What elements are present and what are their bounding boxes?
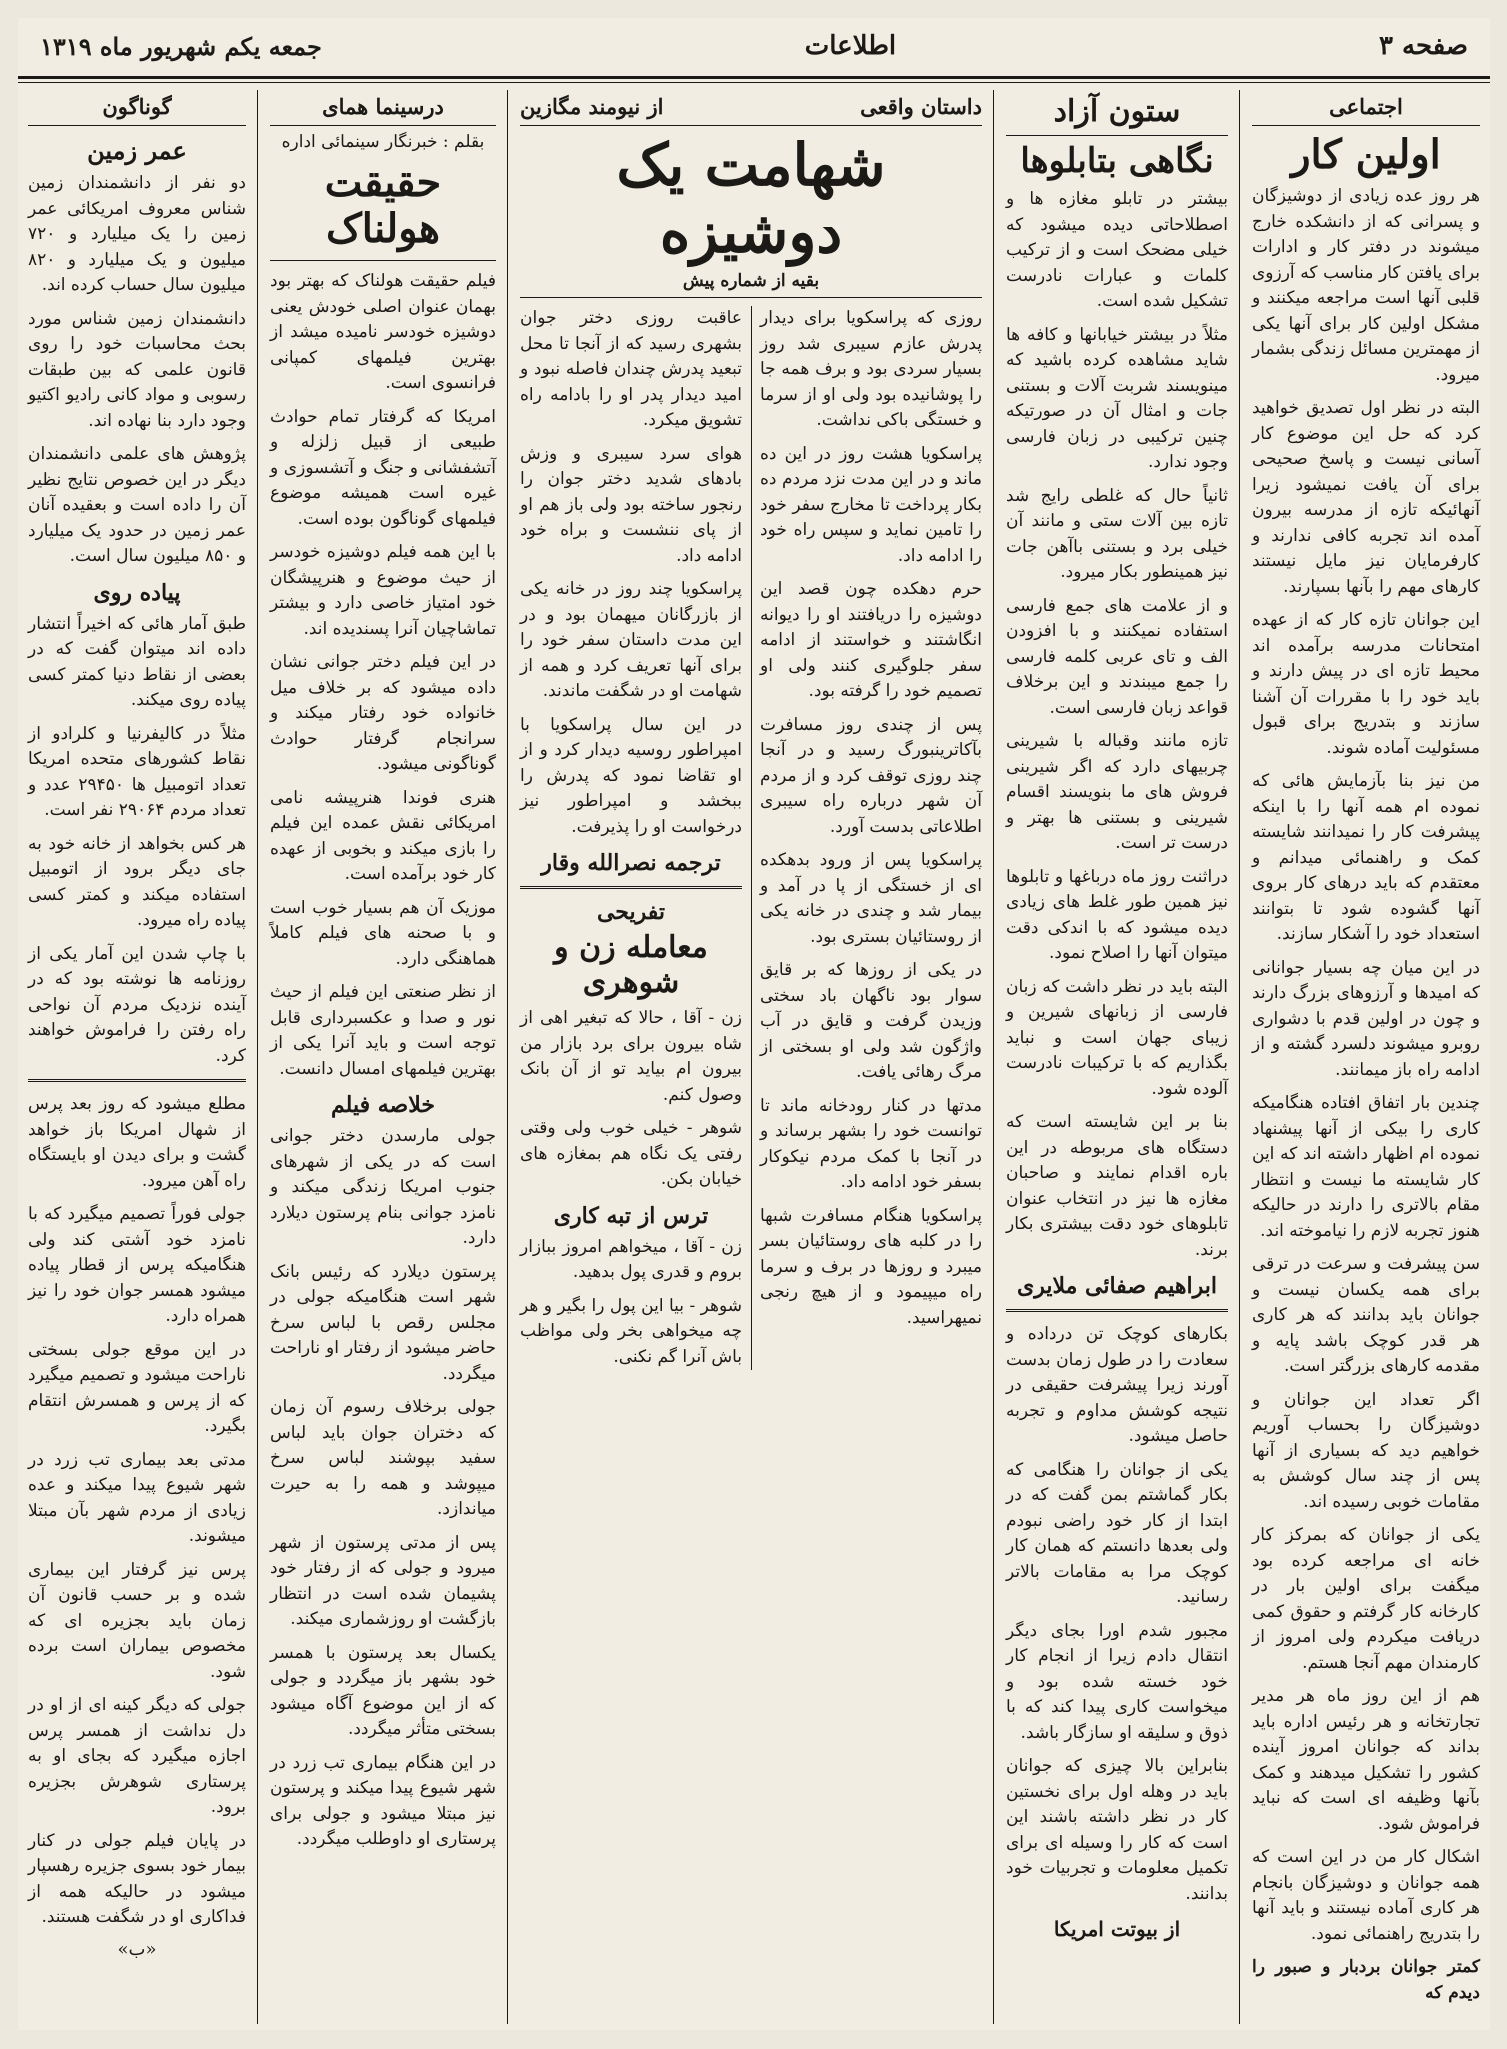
paragraph: در این سال پراسکویا با امپراطور روسیه دیدار کرد و از او تقاضا نمود که پدرش را ببخشد و امپراطور نیز درخواست او را پذیرفت. (520, 714, 742, 837)
paragraph: در این موقع جولی بسختی ناراحت میشود و تصمیم میگیرد که از پرس و همسرش انتقام بگیرد. (28, 1339, 246, 1436)
article-title-earth-age: عمر زمین (87, 136, 187, 165)
paragraph: زن - آقا ، میخواهم امروز ببازار بروم و قدری پول بدهید. (520, 1236, 742, 1283)
section-kicker-social: اجتماعی (1252, 90, 1480, 126)
paragraph: هر کس بخواهد از خانه خود به جای دیگر برود از اتومبیل استفاده میکند و کمتر کسی پیاده راه میرود. (28, 833, 246, 930)
paragraph: عاقبت روزی دختر جوان بشهری رسید که از آنجا تا محل تبعید پدرش چندان فاصله نبود و امید دیدار پدر او را بادامه راه تشویق میکرد. (520, 308, 742, 431)
newspaper-page (18, 18, 1490, 2030)
paragraph: با چاپ شدن این آمار یکی از روزنامه ها نوشته بود که در آینده نزدیک مردم آن نواحی راه رفتن را فراموش خواهند کرد. (28, 943, 246, 1066)
article-title-first-job: اولین کار (1291, 131, 1441, 178)
paragraph: امریکا که گرفتار تمام حوادث طبیعی از قبیل زلزله و آتشفشانی و جنگ و آتشسوزی و غیره است همیشه موضوع فیلمهای گوناگون بوده است. (270, 406, 496, 529)
column-story (510, 90, 992, 2024)
column-divider (257, 90, 258, 2024)
page-number: صفحه ۳ (1379, 31, 1468, 61)
paragraph: با این همه فیلم دوشیزه خودسر از حیث موضوع و هنرپیشگان خود امتیاز خاصی دارد و بیشتر تماشاچیان آنرا پسندیده اند. (270, 542, 496, 639)
paragraph: جولی مارسدن دختر جوانی است که در یکی از شهرهای جنوب امریکا زندگی میکند و نامزد جوانی بنام پرستون دیلارد دارد. (270, 1126, 496, 1248)
column-divider (1239, 90, 1240, 2024)
paragraph: در پایان فیلم جولی در کنار بیمار خود بسوی جزیره رهسپار میشود در حالیکه همه از فداکاری او در شگفت هستند. (28, 1830, 246, 1927)
paragraph: در این فیلم دختر جوانی نشان داده میشود که بر خلاف میل خانواده خود رفتار میکند و سرانجام گرفتار حوادث گوناگونی میشود. (270, 652, 496, 774)
author-signature: ابراهیم صفائی ملایری (1016, 1273, 1218, 1300)
paragraph: طبق آمار هائی که اخیراً انتشار داده اند میتوان گفت که در بعضی از نقاط دنیا کمتر کسی پیاده روی میکند. (28, 613, 246, 710)
story-kicker-row (520, 90, 982, 126)
paragraph: هوای سرد سیبری و وزش بادهای شدید دختر جوان را رنجور ساخته بود ولی باز هم او از پای ننشست و براه خود ادامه داد. (520, 443, 742, 566)
column-free (996, 90, 1238, 2024)
column-misc (18, 90, 256, 2024)
paragraph: زن - آقا ، حالا که تبغیر اهی از شاه بیرون برای برد بازار من بیرون ام بیاید تو از آن بانک وصول کنم. (520, 1008, 742, 1105)
divider (28, 1079, 246, 1082)
paragraph: بکارهای کوچک تن درداده و سعادت را در طول زمان بدست آورند زیرا پیشرفت حقیقی در نتیجه کوشش مداوم و تجربه حاصل میشود. (1006, 1324, 1228, 1447)
section-kicker-misc: گوناگون (28, 90, 246, 126)
paragraph: روزی که پراسکویا برای دیدار پدرش عازم سیبری شد روز بسیار سردی بود و برف همه جا را پوشانیده بود ولی او از سرما و خستگی باکی نداشت. (760, 308, 982, 431)
byline-cinema: بقلم : خبرنگار سینمائی اداره (281, 132, 485, 152)
paragraph: شوهر - خیلی خوب ولی وقتی رفتی یک نگاه هم بمغازه های خیابان بکن. (520, 1118, 742, 1190)
paragraph: پس از چندی روز مسافرت بآکاترینبورگ رسید و در آنجا چند روزی توقف کرد و از مردم آن شهر درباره راه سیبری اطلاعاتی بدست آورد. (760, 714, 982, 837)
paragraph: بنابراین بالا چیزی که جوانان باید در وهله اول برای نخستین کار در نظر داشته باشند این است که کار را وسیله ای برای تکمیل معلومات و تجربیات خود بدانند. (1006, 1756, 1228, 1904)
paragraph: یکی از جوانان که بمرکز کار خانه ای مراجعه کرده بود میگفت برای اولین بار در کارخانه کار گرفتم و حقوق کمی دریافت میکردم ولی امروز از کارمندان مهم آنجا هستم. (1252, 1525, 1480, 1673)
paragraph: چندین بار اتفاق افتاده هنگامیکه کاری را بیکی از آنها پیشنهاد نموده ام اظهار داشته اند که این کار شایسته ما نیست و انتظار مقام بالاتری را دارند در حالیکه هنوز تجربه لازم را نیاموخته اند. (1252, 1093, 1480, 1241)
paragraph: یکی از جوانان را هنگامی که بکار گماشتم بمن گفت که در ابتدا از کار خود راضی نبودم ولی بعدها دانستم که همان کار کوچک مرا به مقامات بالاتر رسانید. (1006, 1459, 1228, 1608)
paragraph: پس از مدتی پرستون از شهر میرود و جولی که از رفتار خود پشیمان شده است در انتظار بازگشت او روزشماری میکند. (270, 1532, 496, 1629)
paragraph: در یکی از روزها که بر قایق سوار بود ناگهان باد سختی وزیدن گرفت و قایق در آب واژگون شد ولی او بسختی از مرگ رهائی یافت. (760, 960, 982, 1083)
paragraph: پرستون دیلارد که رئیس بانک شهر است هنگامیکه جولی در مجلس رقص با لباس سرخ حاضر میشود از رفتار او ناراحت میگردد. (270, 1261, 496, 1384)
column-divider (507, 90, 508, 2024)
paragraph: در این هنگام بیماری تب زرد در شهر شیوع پیدا میکند و پرستون نیز مبتلا میشود و جولی برای پرستاری او داوطلب میگردد. (270, 1752, 496, 1849)
article-title-fear: ترس از تبه کاری (553, 1202, 709, 1229)
article-title-courage: شهامت یک دوشیزه (616, 131, 886, 266)
subtitle-film-summary: خلاصه فیلم (331, 1092, 435, 1118)
paragraph: اشکال کار من در این است که همه جوانان و دوشیزگان بانجام هر کاری آماده نیستند و باید آنها را بتدریج راهنمائی نمود. (1252, 1847, 1480, 1944)
paragraph: سن پیشرفت و سرعت در ترقی برای همه یکسان نیست و جوانان باید بدانند که هر کاری هر قدر کوچک باشد پایه و مقدمه کارهای بزرگتر است. (1252, 1254, 1480, 1376)
source-credit: از بیوتت امریکا (1053, 1917, 1181, 1942)
section-kicker-fun: تفریحی (596, 899, 666, 926)
paragraph: پراسکویا هشت روز در این ده ماند و در این مدت نزد مردم ده بکار پرداخت تا مخارج سفر خود را تامین نماید و سپس راه خود را ادامه داد. (760, 443, 982, 566)
paragraph: دانشمندان زمین شناس مورد بحث محاسبات خود را روی قانون علمی که بین طبقات رسوبی و مواد کانی رادیو اکتیو وجود دارد بنا نهاده اند. (28, 308, 246, 431)
article-title-terrible-truth: حقیقت هولناک (324, 159, 442, 252)
paragraph: هم از این روز ماه هر مدیر تجارتخانه و هر رئیس اداره باید بداند که جوانان امروز آینده کشور را تشکیل میدهند و کمک بآنها وظیفه ای است که نباید فراموش شود. (1252, 1686, 1480, 1834)
translator-credit: ترجمه نصرالله وقار (541, 850, 721, 877)
paragraph: اگر تعداد این جوانان و دوشیزگان را بحساب آوریم خواهیم دید که بسیاری از آنها پس از چند سال کوشش به مقامات خوبی رسیده اند. (1252, 1389, 1480, 1512)
paragraph: جولی که دیگر کینه ای از او در دل نداشت از همسر پرس اجازه میگیرد که بجای او به پرستاری شوهرش بجزیره برود. (28, 1695, 246, 1817)
paragraph: حرم دهکده چون قصد این دوشیزه را دریافتند او را دیوانه انگاشتند و خواستند از ادامه سفر جلوگیری کنند ولی او تصمیم خود را گرفته بود. (760, 579, 982, 702)
paragraph: بنا بر این شایسته است که دستگاه های مربوطه در این باره اقدام نمایند و صاحبان مغازه ها نیز در انتخاب عنوان تابلوهای خود دقت بیشتری بکار برند. (1006, 1112, 1228, 1260)
paragraph: دو نفر از دانشمندان زمین شناس معروف امریکائی عمر زمین را یک میلیارد و ۷۲۰ میلیون و یک میلیارد و ۸۲۰ میلیون سال حساب کرده اند. (28, 173, 246, 295)
paragraph: من نیز بنا بآزمایش هائی که نموده ام همه آنها را با اینکه پیشرفت کار را نمیدانند شایسته کمک و راهنمائی میدانم و معتقدم که باید درهای کار بروی آنها گشوده شود تا بتوانند استعداد خود را آشکار سازند. (1252, 771, 1480, 944)
continued-note: بقیه از شماره پیش (520, 271, 982, 298)
paragraph: یکسال بعد پرستون با همسر خود بشهر باز میگردد و جولی که از این موضوع آگاه میشود بسختی متأثر میگردد. (270, 1642, 496, 1739)
issue-date: جمعه یکم شهریور ماه ۱۳۱۹ (40, 31, 322, 61)
article-title-signboards: نگاهی بتابلوها (1020, 141, 1214, 181)
article-title-marital-deal: معامله زن و شوهری (554, 930, 708, 1000)
end-mark: «ب» (117, 1938, 157, 1960)
paragraph: پراسکویا چند روز در خانه یکی از بازرگانان میهمان بود و در این مدت داستان سفر خود را برای آنها تعریف کرد و همه از شهامت او در شگفت ماندند. (520, 579, 742, 702)
paragraph: جولی فوراً تصمیم میگیرد که با نامزد خود آشتی کند ولی هنگامیکه پرس از قطار پیاده میشود همسر جوان خود را نیز همراه دارد. (28, 1204, 246, 1326)
paragraph: و از علامت های جمع فارسی استفاده نمیکنند و با افزودن الف و تای عربی کلمه فارسی را جمع میبندند و این برخلاف قواعد زبان فارسی است. (1006, 595, 1228, 718)
story-two-columns (520, 306, 982, 1370)
column-divider (993, 90, 994, 2024)
divider (270, 260, 496, 261)
paragraph: مدتی بعد بیماری تب زرد در شهر شیوع پیدا میکند و عده زیادی از مردم شهر بآن مبتلا میشوند. (28, 1449, 246, 1546)
paragraph: از نظر صنعتی این فیلم از حیث نور و صدا و عکسبرداری قابل توجه است و باید آنرا یکی از بهترین فیلمهای امسال دانست. (270, 982, 496, 1079)
paragraph: در این میان چه بسیار جوانانی که امیدها و آرزوهای بزرگ دارند و چون در اولین قدم با دشواری روبرو میشوند دلسرد گشته و از ادامه راه باز میمانند. (1252, 957, 1480, 1080)
section-kicker-source: از نیومند مگازین (520, 94, 664, 119)
paragraph: هر روز عده زیادی از دوشیزگان و پسرانی که از دانشکده خارج میشوند در دفتر کار و ادارات برای یافتن کار مناسب که آرزوی قلبی آنها است مراجعه میکنند و مشکل اولین کار برای آنها یکی از مهمترین مسائل زندگی بشمار میرود. (1252, 186, 1480, 385)
paragraph: دراثنت روز ماه درباغها و تابلوها نیز همین طور غلط های زیادی دیده میشود که با اندکی دقت میتوان آنها را اصلاح نمود. (1006, 866, 1228, 964)
masthead-rule (18, 76, 1490, 79)
paragraph: موزیک آن هم بسیار خوب است و با صحنه های فیلم کاملاً هماهنگی دارد. (270, 897, 496, 969)
paragraph: پرس نیز گرفتار این بیماری شده و بر حسب قانون آن زمان باید بجزیره ای که مخصوص بیماران است برده شود. (28, 1559, 246, 1682)
paragraph: مطلع میشود که روز بعد پرس از شهال امریکا باز خواهد گشت و برای دیدن او بایستگاه راه آهن میرود. (28, 1094, 246, 1191)
divider (1006, 1309, 1228, 1312)
paragraph: جولی برخلاف رسوم آن زمان که دختران جوان باید لباس سفید بپوشند لباس سرخ میپوشد و همه را به حیرت میاندازد. (270, 1397, 496, 1519)
newspaper-name: اطلاعات (804, 31, 897, 61)
paragraph: پراسکویا پس از ورود بدهکده ای از خستگی از پا در آمد و بیمار شد و چندی در خانه یکی از روستائیان بستری بود. (760, 850, 982, 947)
section-kicker-free: ستون آزاد (1006, 90, 1228, 136)
article-title-walking: پیاده روی (93, 579, 181, 606)
paragraph: تازه مانند وقباله با شیرینی چربیهای دارد که اگر شیرینی فروش های ما بنویسند اقسام شیرینی و بستنی ها بهتر و درست تر است. (1006, 731, 1228, 854)
divider (520, 886, 742, 889)
masthead-rule-thin (18, 82, 1490, 83)
closing-line: کمتر جوانان بردبار و صبور را دیدم که (1252, 1957, 1480, 2003)
paragraph: مدتها در کنار رودخانه ماند تا توانست خود را بشهر برساند و در آنجا با کمک مردم نیکوکار بسفر خود ادامه داد. (760, 1095, 982, 1193)
paragraph: البته در نظر اول تصدیق خواهید کرد که حل این موضوع کار آسانی نیست و پاسخ صحیحی برای آن یافت نمیشود زیرا آنهائیکه تازه از مدرسه بیرون آمده اند تجربه کافی ندارند و کارفرمایان نیز مایل نیستند کارهای مهم را بآنها بسپارند. (1252, 398, 1480, 597)
paragraph: این جوانان تازه کار که از عهده امتحانات مدرسه برآمده اند محیط تازه ای در پیش دارند و باید خود را با مقررات آن آشنا سازند و بتدریج برای قبول مسئولیت آماده شوند. (1252, 610, 1480, 758)
paragraph: هنری فوندا هنرپیشه نامی امریکائی نقش عمده این فیلم را بازی میکند و بخوبی از عهده کار خود برآمده است. (270, 787, 496, 884)
paragraph: مثلاً در کالیفرنیا و کلرادو از نقاط کشورهای متحده امریکا تعداد اتومبیل ها ۲۹۴۵۰ عدد و تعداد مردم ۲۹۰۶۴ نفر است. (28, 723, 247, 820)
section-kicker-cinema: درسینما همای (270, 90, 496, 126)
paragraph: پراسکویا هنگام مسافرت شبها را در کلبه های روستائیان بسر میبرد و روزها در برف و سرما راه میپیمود و از هیچ رنجی نمیهراسید. (760, 1205, 982, 1328)
paragraph: بیشتر در تابلو مغازه ها و اصطلاحاتی دیده میشود که خیلی مضحک است و از ترکیب کلمات و عبارات نادرست تشکیل شده است. (1006, 189, 1228, 312)
section-kicker-true-story: داستان واقعی (860, 94, 982, 119)
paragraph: فیلم حقیقت هولناک که بهتر بود بهمان عنوان اصلی خودش یعنی دوشیزه خودسر نامیده میشد از بهترین فیلمهای کمپانی فرانسوی است. (270, 271, 496, 393)
paragraph: ثانیاً حال که غلطی رایج شد تازه بین آلات ستی و مانند آن خیلی برد و بستنی باآهن جات نیز همینطور بکار میرود. (1006, 485, 1228, 583)
paragraph: پژوهش های علمی دانشمندان دیگر در این خصوص نتایج نظیر آن را داده است و بعقیده آنان عمر زمین در حدود یک میلیارد و ۸۵۰ میلیون سال است. (28, 444, 246, 566)
column-cinema (260, 90, 506, 2024)
masthead (18, 18, 1490, 74)
paragraph: البته باید در نظر داشت که زبان فارسی از زبانهای شیرین و زیبای جهان است و نباید بگذاریم که با ترکیبات نادرست آلوده شود. (1006, 976, 1228, 1099)
paragraph: شوهر - بیا این پول را بگیر و هر چه میخواهی بخر ولی مواظب باش آنرا گم نکنی. (520, 1295, 742, 1367)
paragraph: مثلاً در بیشتر خیابانها و کافه ها شاید مشاهده کرده باشید که مینویسند شربت آلات و بستنی جات و امثال آن در صورتیکه چنین ترکیبی در زبان فارسی وجود ندارد. (1006, 324, 1228, 473)
paragraph: مجبور شدم اورا بجای دیگر انتقال دادم زیرا از انجام کار خود خسته شده بود و میخواست کاری پیدا کند که با ذوق و سلیقه او سازگار باشد. (1006, 1620, 1228, 1743)
column-social (1242, 90, 1490, 2024)
